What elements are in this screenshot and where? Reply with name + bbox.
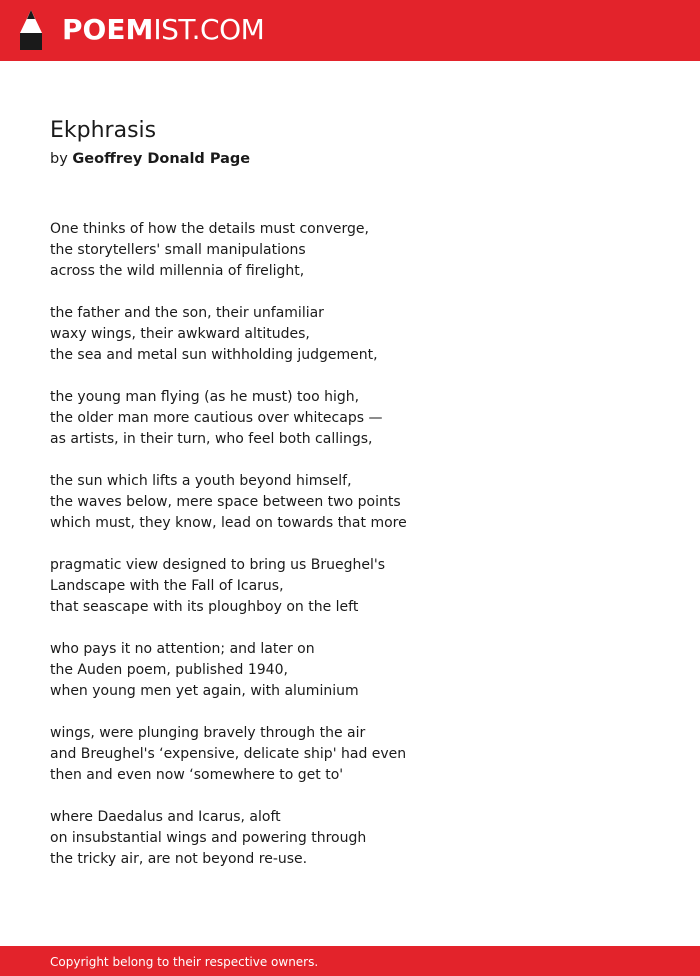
poem-line: which must, they know, lead on towards that more (50, 515, 407, 531)
poem-line: wings, were plunging bravely through the air (50, 725, 366, 741)
poem-stanza (50, 387, 650, 450)
poem-line: the waves below, mere space between two points (50, 494, 401, 510)
site-logo-text (62, 9, 264, 51)
copyright-notice: Copyright belong to their respective owners. (50, 955, 319, 969)
site-logo[interactable] (18, 9, 264, 51)
poem-line: the older man more cautious over whitecaps — (50, 410, 383, 426)
poem-line: the sea and metal sun withholding judgement, (50, 347, 378, 363)
poem-body (50, 219, 650, 891)
poem-line: where Daedalus and Icarus, aloft (50, 809, 281, 825)
site-footer (0, 946, 700, 976)
poem-line: and Breughel's ‘expensive, delicate ship' had even (50, 746, 407, 762)
poem-line: the sun which lifts a youth beyond himself, (50, 473, 352, 489)
poem-line: the tricky air, are not beyond re-use. (50, 851, 308, 867)
poem-stanza (50, 219, 650, 282)
poem-line: the storytellers' small manipulations (50, 242, 306, 258)
poem-line: on insubstantial wings and powering through (50, 830, 367, 846)
poem-line: pragmatic view designed to bring us Brueghel's (50, 557, 386, 573)
poem-title: Ekphrasis (50, 118, 157, 143)
poem-line: that seascape with its ploughboy on the left (50, 599, 359, 615)
poem-stanza (50, 555, 650, 618)
poem-line: who pays it no attention; and later on (50, 641, 315, 657)
poem-line: waxy wings, their awkward altitudes, (50, 326, 310, 342)
poem-line: then and even now ‘somewhere to get to' (50, 767, 344, 783)
poem-line: as artists, in their turn, who feel both callings, (50, 431, 373, 447)
poem-line: the Auden poem, published 1940, (50, 662, 288, 678)
poem-line: Landscape with the Fall of Icarus, (50, 578, 284, 594)
poem-stanza (50, 639, 650, 702)
poem-author: Geoffrey Donald Page (72, 151, 251, 167)
poem-line: across the wild millennia of firelight, (50, 263, 305, 279)
poem-stanza (50, 471, 650, 534)
poem-line: when young men yet again, with aluminium (50, 683, 359, 699)
poem-stanza (50, 303, 650, 366)
pencil-tip-icon (18, 9, 44, 51)
poem-byline (50, 148, 250, 170)
poem-line: the young man flying (as he must) too high, (50, 389, 360, 405)
logo-text-bold: POEM (62, 13, 154, 46)
logo-text-light: IST.COM (153, 13, 265, 46)
poem-line: One thinks of how the details must converge, (50, 221, 369, 237)
poem-stanza (50, 723, 650, 786)
poem-line: the father and the son, their unfamiliar (50, 305, 324, 321)
site-header (0, 0, 700, 61)
poem-stanza (50, 807, 650, 870)
byline-prefix: by (50, 151, 68, 167)
